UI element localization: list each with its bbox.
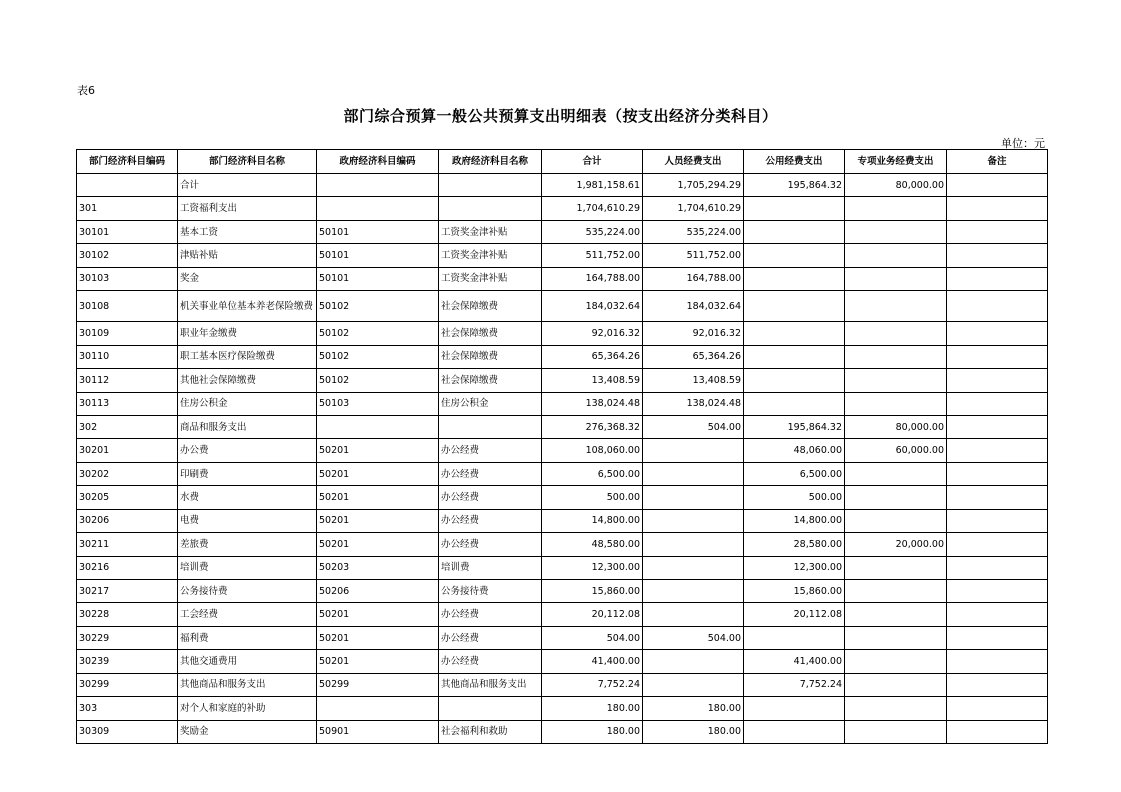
table-row (77, 392, 1048, 415)
cell-total: 92,016.32 (542, 322, 643, 345)
cell-name: 电费 (178, 509, 317, 532)
cell-gov-code: 50201 (317, 650, 439, 673)
cell-personnel: 184,032.64 (643, 291, 744, 322)
cell-gov-name: 办公经费 (439, 650, 542, 673)
cell-total: 7,752.24 (542, 673, 643, 696)
cell-public (744, 197, 845, 220)
cell-gov-name: 社会保障缴费 (439, 369, 542, 392)
cell-personnel: 65,364.26 (643, 345, 744, 368)
cell-gov-code: 50101 (317, 267, 439, 290)
budget-table (76, 149, 1048, 744)
cell-code: 30112 (77, 369, 178, 392)
cell-special (845, 486, 947, 509)
cell-code: 30216 (77, 556, 178, 579)
cell-gov-name: 工资奖金津补贴 (439, 220, 542, 243)
cell-special (845, 650, 947, 673)
cell-code: 30228 (77, 603, 178, 626)
cell-special (845, 369, 947, 392)
cell-personnel (643, 486, 744, 509)
cell-special: 80,000.00 (845, 415, 947, 438)
cell-note (947, 322, 1048, 345)
cell-note (947, 197, 1048, 220)
cell-gov-code: 50101 (317, 220, 439, 243)
cell-gov-name: 社会福利和救助 (439, 720, 542, 743)
header-row (77, 150, 1048, 174)
cell-name: 差旅费 (178, 533, 317, 556)
cell-gov-name: 办公经费 (439, 509, 542, 532)
cell-total: 12,300.00 (542, 556, 643, 579)
cell-gov-name: 办公经费 (439, 462, 542, 485)
cell-note (947, 267, 1048, 290)
cell-public (744, 720, 845, 743)
cell-public (744, 369, 845, 392)
cell-special: 60,000.00 (845, 439, 947, 462)
cell-personnel (643, 556, 744, 579)
cell-gov-code: 50203 (317, 556, 439, 579)
cell-gov-code (317, 197, 439, 220)
column-header: 合计 (542, 150, 643, 174)
cell-note (947, 174, 1048, 197)
cell-special (845, 462, 947, 485)
cell-note (947, 369, 1048, 392)
cell-personnel (643, 509, 744, 532)
cell-public (744, 392, 845, 415)
cell-gov-name: 培训费 (439, 556, 542, 579)
cell-total: 1,981,158.61 (542, 174, 643, 197)
cell-total: 48,580.00 (542, 533, 643, 556)
column-header: 备注 (947, 150, 1048, 174)
cell-special (845, 556, 947, 579)
cell-name: 其他社会保障缴费 (178, 369, 317, 392)
cell-name: 职业年金缴费 (178, 322, 317, 345)
cell-total: 184,032.64 (542, 291, 643, 322)
cell-total: 138,024.48 (542, 392, 643, 415)
cell-personnel: 164,788.00 (643, 267, 744, 290)
cell-total: 108,060.00 (542, 439, 643, 462)
cell-special (845, 345, 947, 368)
cell-code (77, 174, 178, 197)
cell-gov-code: 50102 (317, 369, 439, 392)
cell-name: 奖金 (178, 267, 317, 290)
cell-personnel (643, 580, 744, 603)
column-header: 部门经济科目编码 (77, 150, 178, 174)
cell-public (744, 220, 845, 243)
cell-code: 30103 (77, 267, 178, 290)
cell-special: 20,000.00 (845, 533, 947, 556)
cell-code: 30109 (77, 322, 178, 345)
table-row (77, 580, 1048, 603)
cell-public: 7,752.24 (744, 673, 845, 696)
cell-total: 180.00 (542, 697, 643, 720)
cell-gov-code: 50102 (317, 291, 439, 322)
cell-code: 30309 (77, 720, 178, 743)
cell-gov-name (439, 174, 542, 197)
page-title: 部门综合预算一般公共预算支出明细表（按支出经济分类科目） (343, 107, 778, 125)
cell-code: 302 (77, 415, 178, 438)
cell-personnel (643, 650, 744, 673)
cell-special (845, 322, 947, 345)
table-row (77, 509, 1048, 532)
cell-name: 机关事业单位基本养老保险缴费 (178, 291, 317, 322)
cell-gov-code (317, 174, 439, 197)
cell-gov-name: 办公经费 (439, 439, 542, 462)
cell-name: 培训费 (178, 556, 317, 579)
cell-code: 30201 (77, 439, 178, 462)
table-row (77, 673, 1048, 696)
cell-gov-code: 50206 (317, 580, 439, 603)
cell-personnel: 180.00 (643, 720, 744, 743)
cell-gov-code: 50102 (317, 322, 439, 345)
cell-note (947, 650, 1048, 673)
cell-name: 其他交通费用 (178, 650, 317, 673)
cell-gov-code: 50201 (317, 439, 439, 462)
cell-gov-name: 住房公积金 (439, 392, 542, 415)
cell-note (947, 556, 1048, 579)
table-label: 表6 (77, 84, 95, 97)
cell-total: 276,368.32 (542, 415, 643, 438)
table-row (77, 720, 1048, 743)
cell-code: 30101 (77, 220, 178, 243)
cell-personnel: 92,016.32 (643, 322, 744, 345)
cell-code: 30205 (77, 486, 178, 509)
table-row (77, 345, 1048, 368)
cell-gov-code: 50201 (317, 486, 439, 509)
cell-public: 500.00 (744, 486, 845, 509)
cell-code: 30217 (77, 580, 178, 603)
cell-code: 30113 (77, 392, 178, 415)
cell-note (947, 486, 1048, 509)
cell-total: 504.00 (542, 626, 643, 649)
cell-name: 工资福利支出 (178, 197, 317, 220)
cell-name: 办公费 (178, 439, 317, 462)
cell-name: 基本工资 (178, 220, 317, 243)
cell-name: 住房公积金 (178, 392, 317, 415)
cell-public (744, 291, 845, 322)
cell-note (947, 220, 1048, 243)
cell-gov-code (317, 697, 439, 720)
cell-code: 303 (77, 697, 178, 720)
cell-total: 14,800.00 (542, 509, 643, 532)
cell-gov-code: 50101 (317, 244, 439, 267)
cell-note (947, 291, 1048, 322)
table-row (77, 650, 1048, 673)
cell-gov-code: 50201 (317, 509, 439, 532)
cell-special (845, 626, 947, 649)
cell-gov-name: 办公经费 (439, 533, 542, 556)
cell-gov-name (439, 697, 542, 720)
table-row (77, 556, 1048, 579)
table-row (77, 197, 1048, 220)
cell-name: 印刷费 (178, 462, 317, 485)
table-row (77, 369, 1048, 392)
cell-code: 30299 (77, 673, 178, 696)
table-row (77, 415, 1048, 438)
cell-public: 12,300.00 (744, 556, 845, 579)
cell-personnel (643, 603, 744, 626)
cell-name: 福利费 (178, 626, 317, 649)
table-row (77, 267, 1048, 290)
table-row (77, 220, 1048, 243)
cell-gov-code (317, 415, 439, 438)
cell-gov-code: 50201 (317, 603, 439, 626)
cell-public: 41,400.00 (744, 650, 845, 673)
cell-personnel: 504.00 (643, 626, 744, 649)
cell-special (845, 603, 947, 626)
cell-note (947, 603, 1048, 626)
cell-note (947, 345, 1048, 368)
cell-gov-name (439, 415, 542, 438)
cell-personnel: 511,752.00 (643, 244, 744, 267)
cell-public (744, 267, 845, 290)
cell-name: 合计 (178, 174, 317, 197)
cell-public (744, 697, 845, 720)
cell-total: 41,400.00 (542, 650, 643, 673)
cell-name: 对个人和家庭的补助 (178, 697, 317, 720)
cell-note (947, 720, 1048, 743)
cell-gov-code: 50201 (317, 533, 439, 556)
cell-note (947, 439, 1048, 462)
cell-name: 职工基本医疗保险缴费 (178, 345, 317, 368)
cell-special (845, 267, 947, 290)
cell-personnel: 13,408.59 (643, 369, 744, 392)
cell-special (845, 580, 947, 603)
cell-note (947, 244, 1048, 267)
cell-public: 48,060.00 (744, 439, 845, 462)
column-header: 专项业务经费支出 (845, 150, 947, 174)
table-row (77, 697, 1048, 720)
column-header: 人员经费支出 (643, 150, 744, 174)
table-body (77, 174, 1048, 744)
table-row (77, 322, 1048, 345)
cell-gov-name: 办公经费 (439, 626, 542, 649)
cell-code: 30229 (77, 626, 178, 649)
table-row (77, 533, 1048, 556)
cell-code: 30239 (77, 650, 178, 673)
table-row (77, 603, 1048, 626)
cell-note (947, 533, 1048, 556)
cell-special (845, 720, 947, 743)
cell-personnel: 504.00 (643, 415, 744, 438)
cell-total: 1,704,610.29 (542, 197, 643, 220)
cell-public (744, 322, 845, 345)
column-header: 部门经济科目名称 (178, 150, 317, 174)
cell-note (947, 392, 1048, 415)
cell-special (845, 697, 947, 720)
cell-code: 30102 (77, 244, 178, 267)
cell-public (744, 626, 845, 649)
cell-note (947, 626, 1048, 649)
column-header: 政府经济科目编码 (317, 150, 439, 174)
cell-code: 30211 (77, 533, 178, 556)
cell-total: 6,500.00 (542, 462, 643, 485)
table-row (77, 626, 1048, 649)
cell-gov-code: 50299 (317, 673, 439, 696)
cell-code: 30202 (77, 462, 178, 485)
cell-personnel: 1,705,294.29 (643, 174, 744, 197)
table-row (77, 174, 1048, 197)
cell-total: 500.00 (542, 486, 643, 509)
cell-total: 15,860.00 (542, 580, 643, 603)
cell-public: 28,580.00 (744, 533, 845, 556)
table-row (77, 244, 1048, 267)
cell-note (947, 697, 1048, 720)
cell-public: 6,500.00 (744, 462, 845, 485)
cell-note (947, 462, 1048, 485)
cell-gov-name: 工资奖金津补贴 (439, 244, 542, 267)
cell-special (845, 244, 947, 267)
cell-gov-name: 办公经费 (439, 486, 542, 509)
cell-total: 20,112.08 (542, 603, 643, 626)
cell-gov-name: 工资奖金津补贴 (439, 267, 542, 290)
cell-name: 津贴补贴 (178, 244, 317, 267)
column-header: 公用经费支出 (744, 150, 845, 174)
cell-gov-code: 50103 (317, 392, 439, 415)
cell-name: 工会经费 (178, 603, 317, 626)
cell-total: 65,364.26 (542, 345, 643, 368)
cell-gov-code: 50201 (317, 626, 439, 649)
cell-gov-name: 办公经费 (439, 603, 542, 626)
cell-gov-name: 其他商品和服务支出 (439, 673, 542, 696)
cell-note (947, 415, 1048, 438)
cell-personnel: 535,224.00 (643, 220, 744, 243)
cell-special (845, 291, 947, 322)
cell-personnel (643, 439, 744, 462)
cell-public: 14,800.00 (744, 509, 845, 532)
cell-total: 164,788.00 (542, 267, 643, 290)
cell-personnel: 1,704,610.29 (643, 197, 744, 220)
cell-code: 30110 (77, 345, 178, 368)
table-row (77, 291, 1048, 322)
cell-personnel: 138,024.48 (643, 392, 744, 415)
cell-personnel (643, 462, 744, 485)
cell-note (947, 509, 1048, 532)
cell-personnel (643, 673, 744, 696)
cell-special (845, 220, 947, 243)
cell-name: 奖励金 (178, 720, 317, 743)
cell-total: 511,752.00 (542, 244, 643, 267)
cell-personnel (643, 533, 744, 556)
cell-code: 30108 (77, 291, 178, 322)
cell-gov-code: 50102 (317, 345, 439, 368)
table-row (77, 486, 1048, 509)
cell-public: 195,864.32 (744, 415, 845, 438)
column-header: 政府经济科目名称 (439, 150, 542, 174)
cell-special (845, 673, 947, 696)
cell-note (947, 580, 1048, 603)
cell-code: 30206 (77, 509, 178, 532)
cell-gov-name: 社会保障缴费 (439, 345, 542, 368)
unit-label: 单位：元 (1001, 137, 1045, 150)
cell-special (845, 197, 947, 220)
cell-public (744, 244, 845, 267)
cell-gov-name: 公务接待费 (439, 580, 542, 603)
cell-public: 20,112.08 (744, 603, 845, 626)
cell-name: 水费 (178, 486, 317, 509)
cell-gov-name: 社会保障缴费 (439, 291, 542, 322)
cell-gov-code: 50201 (317, 462, 439, 485)
cell-code: 301 (77, 197, 178, 220)
cell-public (744, 345, 845, 368)
cell-total: 180.00 (542, 720, 643, 743)
table-row (77, 439, 1048, 462)
cell-gov-name (439, 197, 542, 220)
cell-name: 商品和服务支出 (178, 415, 317, 438)
cell-name: 公务接待费 (178, 580, 317, 603)
cell-special (845, 392, 947, 415)
table-row (77, 462, 1048, 485)
cell-personnel: 180.00 (643, 697, 744, 720)
cell-gov-name: 社会保障缴费 (439, 322, 542, 345)
cell-special: 80,000.00 (845, 174, 947, 197)
cell-total: 13,408.59 (542, 369, 643, 392)
cell-note (947, 673, 1048, 696)
cell-name: 其他商品和服务支出 (178, 673, 317, 696)
cell-gov-code: 50901 (317, 720, 439, 743)
cell-special (845, 509, 947, 532)
cell-public: 195,864.32 (744, 174, 845, 197)
cell-public: 15,860.00 (744, 580, 845, 603)
cell-total: 535,224.00 (542, 220, 643, 243)
